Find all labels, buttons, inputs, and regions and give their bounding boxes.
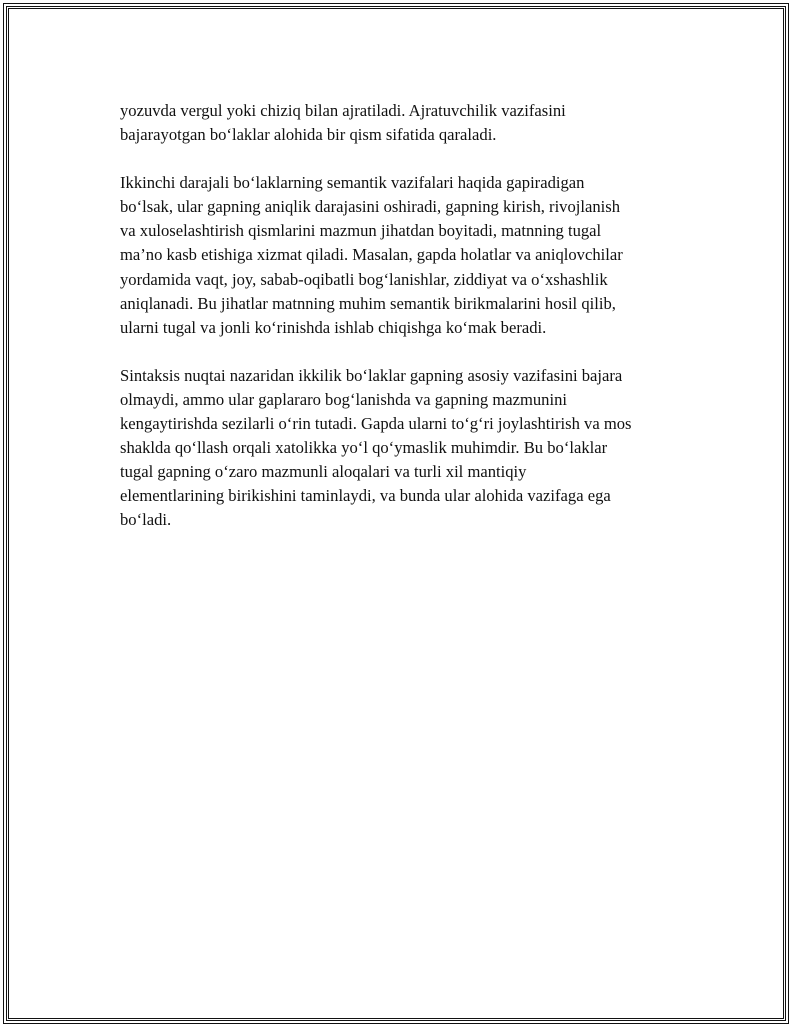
paragraph-3 — [120, 364, 700, 533]
text-line: bo‘lsak, ular gapning aniqlik darajasini oshiradi, gapning kirish, rivojlanish — [120, 197, 621, 217]
text-line: elementlarining birikishini taminlaydi, va bunda ular alohida vazifaga ega — [120, 486, 611, 506]
text-line: yordamida vaqt, joy, sabab-oqibatli bog‘lanishlar, ziddiyat va o‘xshashlik — [120, 269, 608, 289]
document-body — [120, 99, 700, 557]
text-line: shaklda qo‘llash orqali xatolikka yo‘l qo‘ymaslik muhimdir. Bu bo‘laklar — [120, 438, 608, 458]
text-line: yozuvda vergul yoki chiziq bilan ajratiladi. Ajratuvchilik vazifasini — [120, 101, 566, 120]
text-line: ularni tugal va jonli ko‘rinishda ishlab chiqishga ko‘mak beradi. — [120, 317, 547, 337]
text-line: aniqlanadi. Bu jihatlar matnning muhim semantik birikmalarini hosil qilib, — [120, 293, 616, 313]
text-line: bo‘ladi. — [120, 510, 172, 530]
text-line: Sintaksis nuqtai nazaridan ikkilik bo‘laklar gapning asosiy vazifasini bajara — [120, 365, 623, 385]
document-page — [6, 6, 786, 1021]
text-line: va xuloselashtirish qismlarini mazmun jihatdan boyitadi, matnning tugal — [120, 221, 602, 241]
text-line: ma’no kasb etishiga xizmat qiladi. Masalan, gapda holatlar va aniqlovchilar — [120, 245, 623, 265]
paragraph-1 — [120, 99, 700, 147]
text-line: Ikkinchi darajali bo‘laklarning semantik vazifalari haqida gapiradigan — [120, 173, 585, 193]
text-line: bajarayotgan bo‘laklar alohida bir qism sifatida qaraladi. — [120, 125, 497, 145]
text-line: kengaytirishda sezilarli o‘rin tutadi. Gapda ularni to‘g‘ri joylashtirish va mos — [120, 414, 632, 434]
text-line: tugal gapning o‘zaro mazmunli aloqalari va turli xil mantiqiy — [120, 462, 527, 482]
paragraph-2 — [120, 171, 700, 340]
text-line: olmaydi, ammo ular gaplararo bog‘lanishda va gapning mazmunini — [120, 389, 567, 409]
